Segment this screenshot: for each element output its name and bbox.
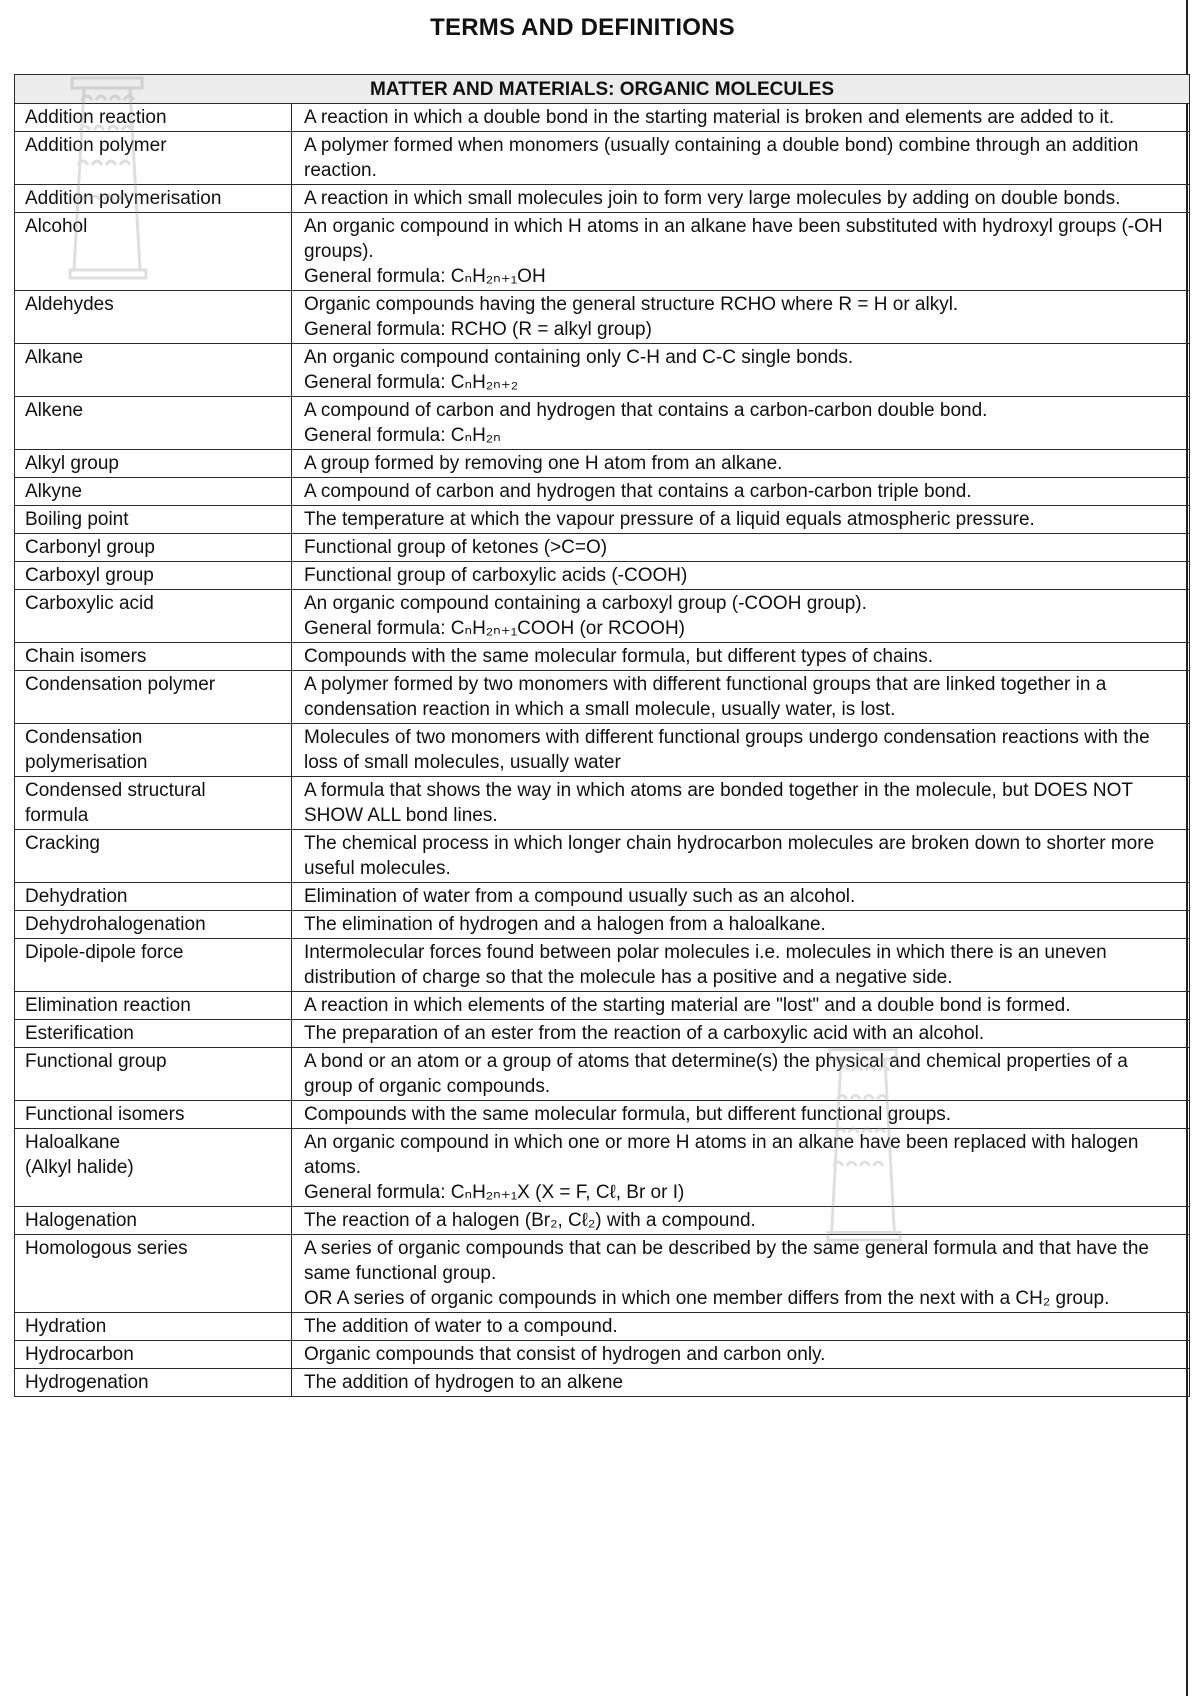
term-cell (15, 478, 292, 506)
table-row (15, 1048, 1190, 1101)
table-row (15, 671, 1190, 724)
table-row (15, 777, 1190, 830)
term-text: Addition polymer (25, 135, 167, 156)
definition-cell (292, 213, 1190, 291)
term-cell (15, 724, 292, 777)
definition-text: The addition of water to a compound. (304, 1316, 618, 1337)
term-cell (15, 883, 292, 911)
term-text: Hydrogenation (25, 1372, 149, 1393)
term-text: Dehydration (25, 886, 128, 907)
table-row (15, 1129, 1190, 1207)
definition-text: The elimination of hydrogen and a halogen from a haloalkane. (304, 914, 826, 935)
term-text: Boiling point (25, 509, 129, 530)
definition-cell (292, 883, 1190, 911)
term-text: Esterification (25, 1023, 134, 1044)
definition-text: An organic compound in which H atoms in an alkane have been substituted with hydroxyl groups (-OH groups). (304, 216, 1163, 262)
definition-text: General formula: CₙH₂ₙ₊₁COOH (or RCOOH) (304, 618, 686, 639)
term-cell (15, 1020, 292, 1048)
definitions-table (14, 74, 1190, 1397)
term-cell (15, 643, 292, 671)
term-text: Functional group (25, 1051, 167, 1072)
term-cell (15, 992, 292, 1020)
definition-text: The reaction of a halogen (Br₂, Cℓ₂) with a compound. (304, 1210, 756, 1231)
term-cell (15, 1207, 292, 1235)
term-cell (15, 1101, 292, 1129)
definition-text: An organic compound containing a carboxyl group (-COOH group). (304, 593, 867, 614)
definition-cell (292, 939, 1190, 992)
term-cell (15, 1313, 292, 1341)
term-cell (15, 397, 292, 450)
definition-text: General formula: CₙH₂ₙ₊₁OH (304, 266, 546, 287)
definition-text: A reaction in which a double bond in the starting material is broken and elements are added to it. (304, 107, 1115, 128)
table-row (15, 1235, 1190, 1313)
table-row (15, 1341, 1190, 1369)
definition-text: The chemical process in which longer chain hydrocarbon molecules are broken down to shorter more useful molecules. (304, 833, 1155, 879)
term-text: Hydration (25, 1316, 107, 1337)
definition-cell (292, 397, 1190, 450)
table-row (15, 1207, 1190, 1235)
term-text: Alkene (25, 400, 84, 421)
table-row (15, 1020, 1190, 1048)
definition-cell (292, 291, 1190, 344)
table-row (15, 562, 1190, 590)
definition-text: Intermolecular forces found between polar molecules i.e. molecules in which there is an uneven distribution of charge so that the molecule has a positive and a negative side. (304, 942, 1107, 988)
definition-cell (292, 643, 1190, 671)
definition-cell (292, 1341, 1190, 1369)
table-row (15, 185, 1190, 213)
definition-text: General formula: CₙH₂ₙ (304, 425, 501, 446)
term-text: Halogenation (25, 1210, 137, 1231)
term-cell (15, 132, 292, 185)
definition-text: Compounds with the same molecular formula, but different functional groups. (304, 1104, 952, 1125)
term-text: Condensed structural (25, 780, 206, 801)
term-text: Haloalkane (25, 1132, 121, 1153)
term-text: Alkyne (25, 481, 83, 502)
definitions-body (15, 104, 1190, 1397)
term-text: Addition polymerisation (25, 188, 222, 209)
term-cell (15, 1235, 292, 1313)
definition-text: Compounds with the same molecular formula, but different types of chains. (304, 646, 934, 667)
table-row (15, 1101, 1190, 1129)
definition-cell (292, 1313, 1190, 1341)
definition-text: Organic compounds that consist of hydrogen and carbon only. (304, 1344, 826, 1365)
definition-cell (292, 185, 1190, 213)
definition-text: Organic compounds having the general structure RCHO where R = H or alkyl. (304, 294, 959, 315)
definition-cell (292, 562, 1190, 590)
term-cell (15, 506, 292, 534)
table-row (15, 534, 1190, 562)
definition-cell (292, 1369, 1190, 1397)
term-cell (15, 939, 292, 992)
term-cell (15, 450, 292, 478)
term-text: Alkyl group (25, 453, 119, 474)
definition-cell (292, 590, 1190, 643)
table-row (15, 344, 1190, 397)
definition-text: A reaction in which elements of the starting material are "lost" and a double bond is formed. (304, 995, 1071, 1016)
term-text: Hydrocarbon (25, 1344, 134, 1365)
term-text: Carboxyl group (25, 565, 154, 586)
definition-text: An organic compound containing only C-H and C-C single bonds. (304, 347, 854, 368)
table-row (15, 291, 1190, 344)
definition-text: General formula: CₙH₂ₙ₊₂ (304, 372, 519, 393)
term-text: Addition reaction (25, 107, 167, 128)
term-cell (15, 1341, 292, 1369)
term-cell (15, 777, 292, 830)
term-cell (15, 534, 292, 562)
definition-text: A polymer formed when monomers (usually containing a double bond) combine through an addition reaction. (304, 135, 1139, 181)
term-text: Chain isomers (25, 646, 147, 667)
table-row (15, 450, 1190, 478)
term-text: Functional isomers (25, 1104, 185, 1125)
definition-cell (292, 777, 1190, 830)
table-row (15, 1313, 1190, 1341)
table-row (15, 506, 1190, 534)
table-row (15, 213, 1190, 291)
term-cell (15, 185, 292, 213)
definition-cell (292, 671, 1190, 724)
table-row (15, 643, 1190, 671)
definition-cell (292, 450, 1190, 478)
term-text: formula (25, 805, 89, 826)
definition-text: OR A series of organic compounds in which one member differs from the next with a CH₂ group. (304, 1288, 1110, 1309)
definition-cell (292, 104, 1190, 132)
term-cell (15, 213, 292, 291)
term-text: Carbonyl group (25, 537, 155, 558)
definition-cell (292, 506, 1190, 534)
definition-cell (292, 344, 1190, 397)
section-header-row (15, 75, 1190, 104)
term-cell (15, 1369, 292, 1397)
definition-cell (292, 724, 1190, 777)
term-text: Condensation polymer (25, 674, 216, 695)
definition-text: General formula: RCHO (R = alkyl group) (304, 319, 652, 340)
term-text: Aldehydes (25, 294, 114, 315)
term-cell (15, 590, 292, 643)
term-text: (Alkyl halide) (25, 1157, 134, 1178)
term-cell (15, 104, 292, 132)
term-text: Dipole-dipole force (25, 942, 184, 963)
definition-text: A compound of carbon and hydrogen that contains a carbon-carbon triple bond. (304, 481, 972, 502)
definition-text: A polymer formed by two monomers with different functional groups that are linked together in a condensation reaction in which a small molecule, usually water, is lost. (304, 674, 1107, 720)
table-row (15, 883, 1190, 911)
definition-cell (292, 1129, 1190, 1207)
definition-cell (292, 911, 1190, 939)
definition-text: A reaction in which small molecules join to form very large molecules by adding on double bonds. (304, 188, 1121, 209)
table-row (15, 939, 1190, 992)
definition-text: A formula that shows the way in which atoms are bonded together in the molecule, but DOES NOT SHOW ALL bond lines. (304, 780, 1133, 826)
definition-text: A bond or an atom or a group of atoms that determine(s) the physical and chemical properties of a group of organic compounds. (304, 1051, 1128, 1097)
table-row (15, 992, 1190, 1020)
table-row (15, 911, 1190, 939)
term-cell (15, 830, 292, 883)
table-row (15, 724, 1190, 777)
term-text: Cracking (25, 833, 100, 854)
definition-text: Functional group of ketones (>C=O) (304, 537, 608, 558)
table-row (15, 1369, 1190, 1397)
definition-cell (292, 1101, 1190, 1129)
table-row (15, 590, 1190, 643)
definition-text: A series of organic compounds that can be described by the same general formula and that have the same functional group. (304, 1238, 1149, 1284)
definition-cell (292, 1020, 1190, 1048)
section-header: MATTER AND MATERIALS: ORGANIC MOLECULES (15, 75, 1190, 104)
term-text: Alkane (25, 347, 84, 368)
definition-text: An organic compound in which one or more H atoms in an alkane have been replaced with halogen atoms. (304, 1132, 1139, 1178)
term-cell (15, 671, 292, 724)
definition-cell (292, 1235, 1190, 1313)
term-text: Carboxylic acid (25, 593, 154, 614)
term-cell (15, 344, 292, 397)
definition-text: Molecules of two monomers with different functional groups undergo condensation reactions with the loss of small molecules, usually water (304, 727, 1150, 773)
definition-cell (292, 132, 1190, 185)
term-cell (15, 911, 292, 939)
term-cell (15, 291, 292, 344)
term-cell (15, 1129, 292, 1207)
definition-cell (292, 534, 1190, 562)
table-row (15, 830, 1190, 883)
term-cell (15, 1048, 292, 1101)
term-text: Elimination reaction (25, 995, 191, 1016)
definition-cell (292, 478, 1190, 506)
table-row (15, 132, 1190, 185)
term-cell (15, 562, 292, 590)
term-text: polymerisation (25, 752, 148, 773)
definition-text: The preparation of an ester from the reaction of a carboxylic acid with an alcohol. (304, 1023, 985, 1044)
term-text: Dehydrohalogenation (25, 914, 206, 935)
definition-cell (292, 1207, 1190, 1235)
definition-cell (292, 1048, 1190, 1101)
definition-text: A compound of carbon and hydrogen that contains a carbon-carbon double bond. (304, 400, 988, 421)
definition-cell (292, 992, 1190, 1020)
definition-text: General formula: CₙH₂ₙ₊₁X (X = F, Cℓ, Br or I) (304, 1182, 685, 1203)
definition-text: Elimination of water from a compound usually such as an alcohol. (304, 886, 856, 907)
definition-text: A group formed by removing one H atom from an alkane. (304, 453, 783, 474)
table-row (15, 397, 1190, 450)
definition-text: The addition of hydrogen to an alkene (304, 1372, 624, 1393)
term-text: Condensation (25, 727, 143, 748)
definition-text: Functional group of carboxylic acids (-COOH) (304, 565, 688, 586)
definition-text: The temperature at which the vapour pressure of a liquid equals atmospheric pressure. (304, 509, 1035, 530)
page-title: TERMS AND DEFINITIONS (430, 14, 735, 41)
definition-cell (292, 830, 1190, 883)
table-row (15, 478, 1190, 506)
table-row (15, 104, 1190, 132)
term-text: Homologous series (25, 1238, 188, 1259)
term-text: Alcohol (25, 216, 88, 237)
